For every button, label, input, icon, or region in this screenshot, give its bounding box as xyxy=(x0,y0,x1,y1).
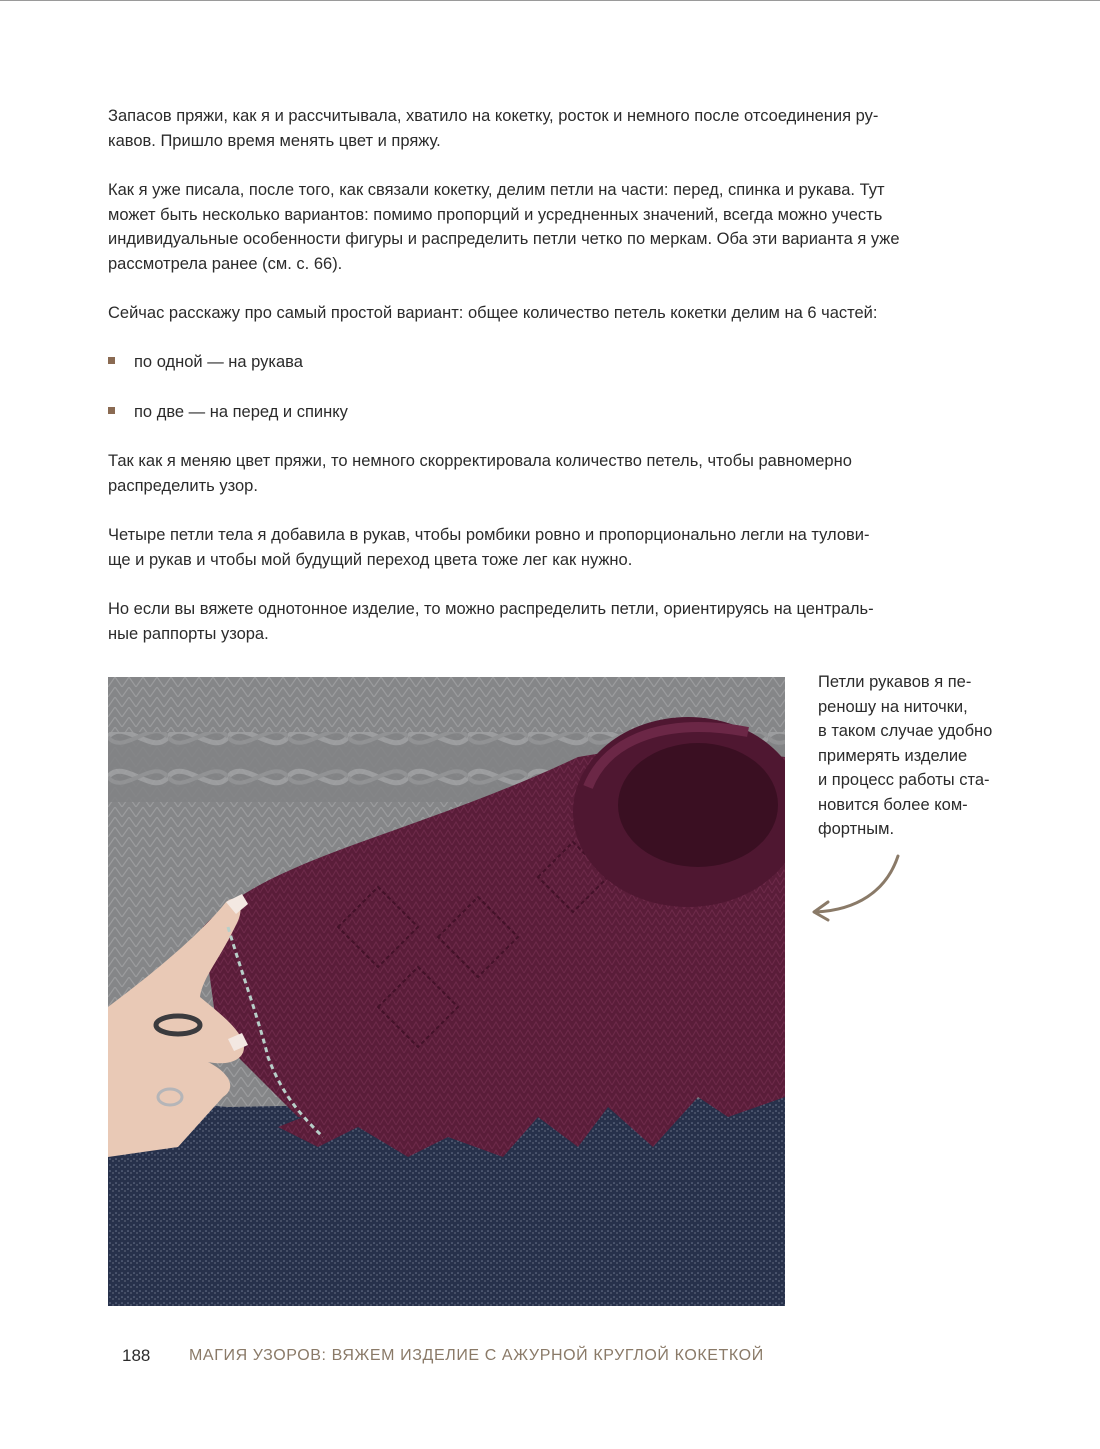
text-line: рассмотрела ранее (см. с. 66). xyxy=(108,254,343,273)
caption-line: новится более ком- xyxy=(818,795,968,814)
square-bullet-icon xyxy=(108,407,115,414)
paragraph-2 xyxy=(108,178,1013,276)
caption-line: фортным. xyxy=(818,820,895,838)
photo-caption xyxy=(818,670,1048,842)
text-line: Запасов пряжи, как я и рассчитывала, хватило на кокетку, росток и немного после отсоединения ру- xyxy=(108,107,879,125)
paragraph-1 xyxy=(108,104,1013,153)
text-line: Как я уже писала, после того, как связали кокетку, делим петли на части: перед, спинка и рукава. Тут xyxy=(108,181,885,199)
text-line: Так как я меняю цвет пряжи, то немного скорректировала количество петель, чтобы равномерно xyxy=(108,452,852,470)
text-line: Сейчас расскажу про самый простой вариант: общее количество петель кокетки делим на 6 частей: xyxy=(108,304,878,322)
page-number: 188 xyxy=(122,1346,151,1365)
bullet-item-front-back xyxy=(108,400,348,424)
paragraph-4 xyxy=(108,449,1013,498)
bullet-item-sleeves xyxy=(108,350,303,374)
square-bullet-icon xyxy=(108,357,115,364)
paragraph-5 xyxy=(108,523,1013,572)
caption-line: примерять изделие xyxy=(818,746,968,765)
text-line: распределить узор. xyxy=(108,476,258,495)
text-line: может быть несколько вариантов: помимо пропорций и усредненных значений, всегда можно учесть xyxy=(108,205,883,224)
curved-arrow-icon xyxy=(806,852,906,924)
caption-line: реношу на ниточки, xyxy=(818,697,968,716)
caption-line: в таком случае удобно xyxy=(818,722,993,740)
caption-line: Петли рукавов я пе- xyxy=(818,673,972,691)
running-title: МАГИЯ УЗОРОВ: ВЯЖЕМ ИЗДЕЛИЕ С АЖУРНОЙ КРУГЛОЙ КОКЕТКОЙ xyxy=(189,1347,764,1364)
bullet-text: по одной — на рукава xyxy=(134,353,303,371)
sweater-photo xyxy=(108,677,785,1306)
text-line: Четыре петли тела я добавила в рукав, чтобы ромбики ровно и пропорционально легли на тулови- xyxy=(108,526,870,544)
top-rule xyxy=(0,0,1100,1)
text-line: кавов. Пришло время менять цвет и пряжу. xyxy=(108,131,441,150)
text-line: Но если вы вяжете однотонное изделие, то можно распределить петли, ориентируясь на централь- xyxy=(108,600,874,618)
paragraph-6 xyxy=(108,597,1013,646)
text-line: ще и рукав и чтобы мой будущий переход цвета тоже лег как нужно. xyxy=(108,550,633,569)
paragraph-3 xyxy=(108,301,1013,326)
bullet-text: по две — на перед и спинку xyxy=(134,403,348,421)
text-line: индивидуальные особенности фигуры и распределить петли четко по меркам. Оба эти варианта я уже xyxy=(108,230,900,248)
caption-line: и процесс работы ста- xyxy=(818,771,990,789)
text-line: ные раппорты узора. xyxy=(108,624,269,643)
sweater-photo-illustration xyxy=(108,677,785,1306)
